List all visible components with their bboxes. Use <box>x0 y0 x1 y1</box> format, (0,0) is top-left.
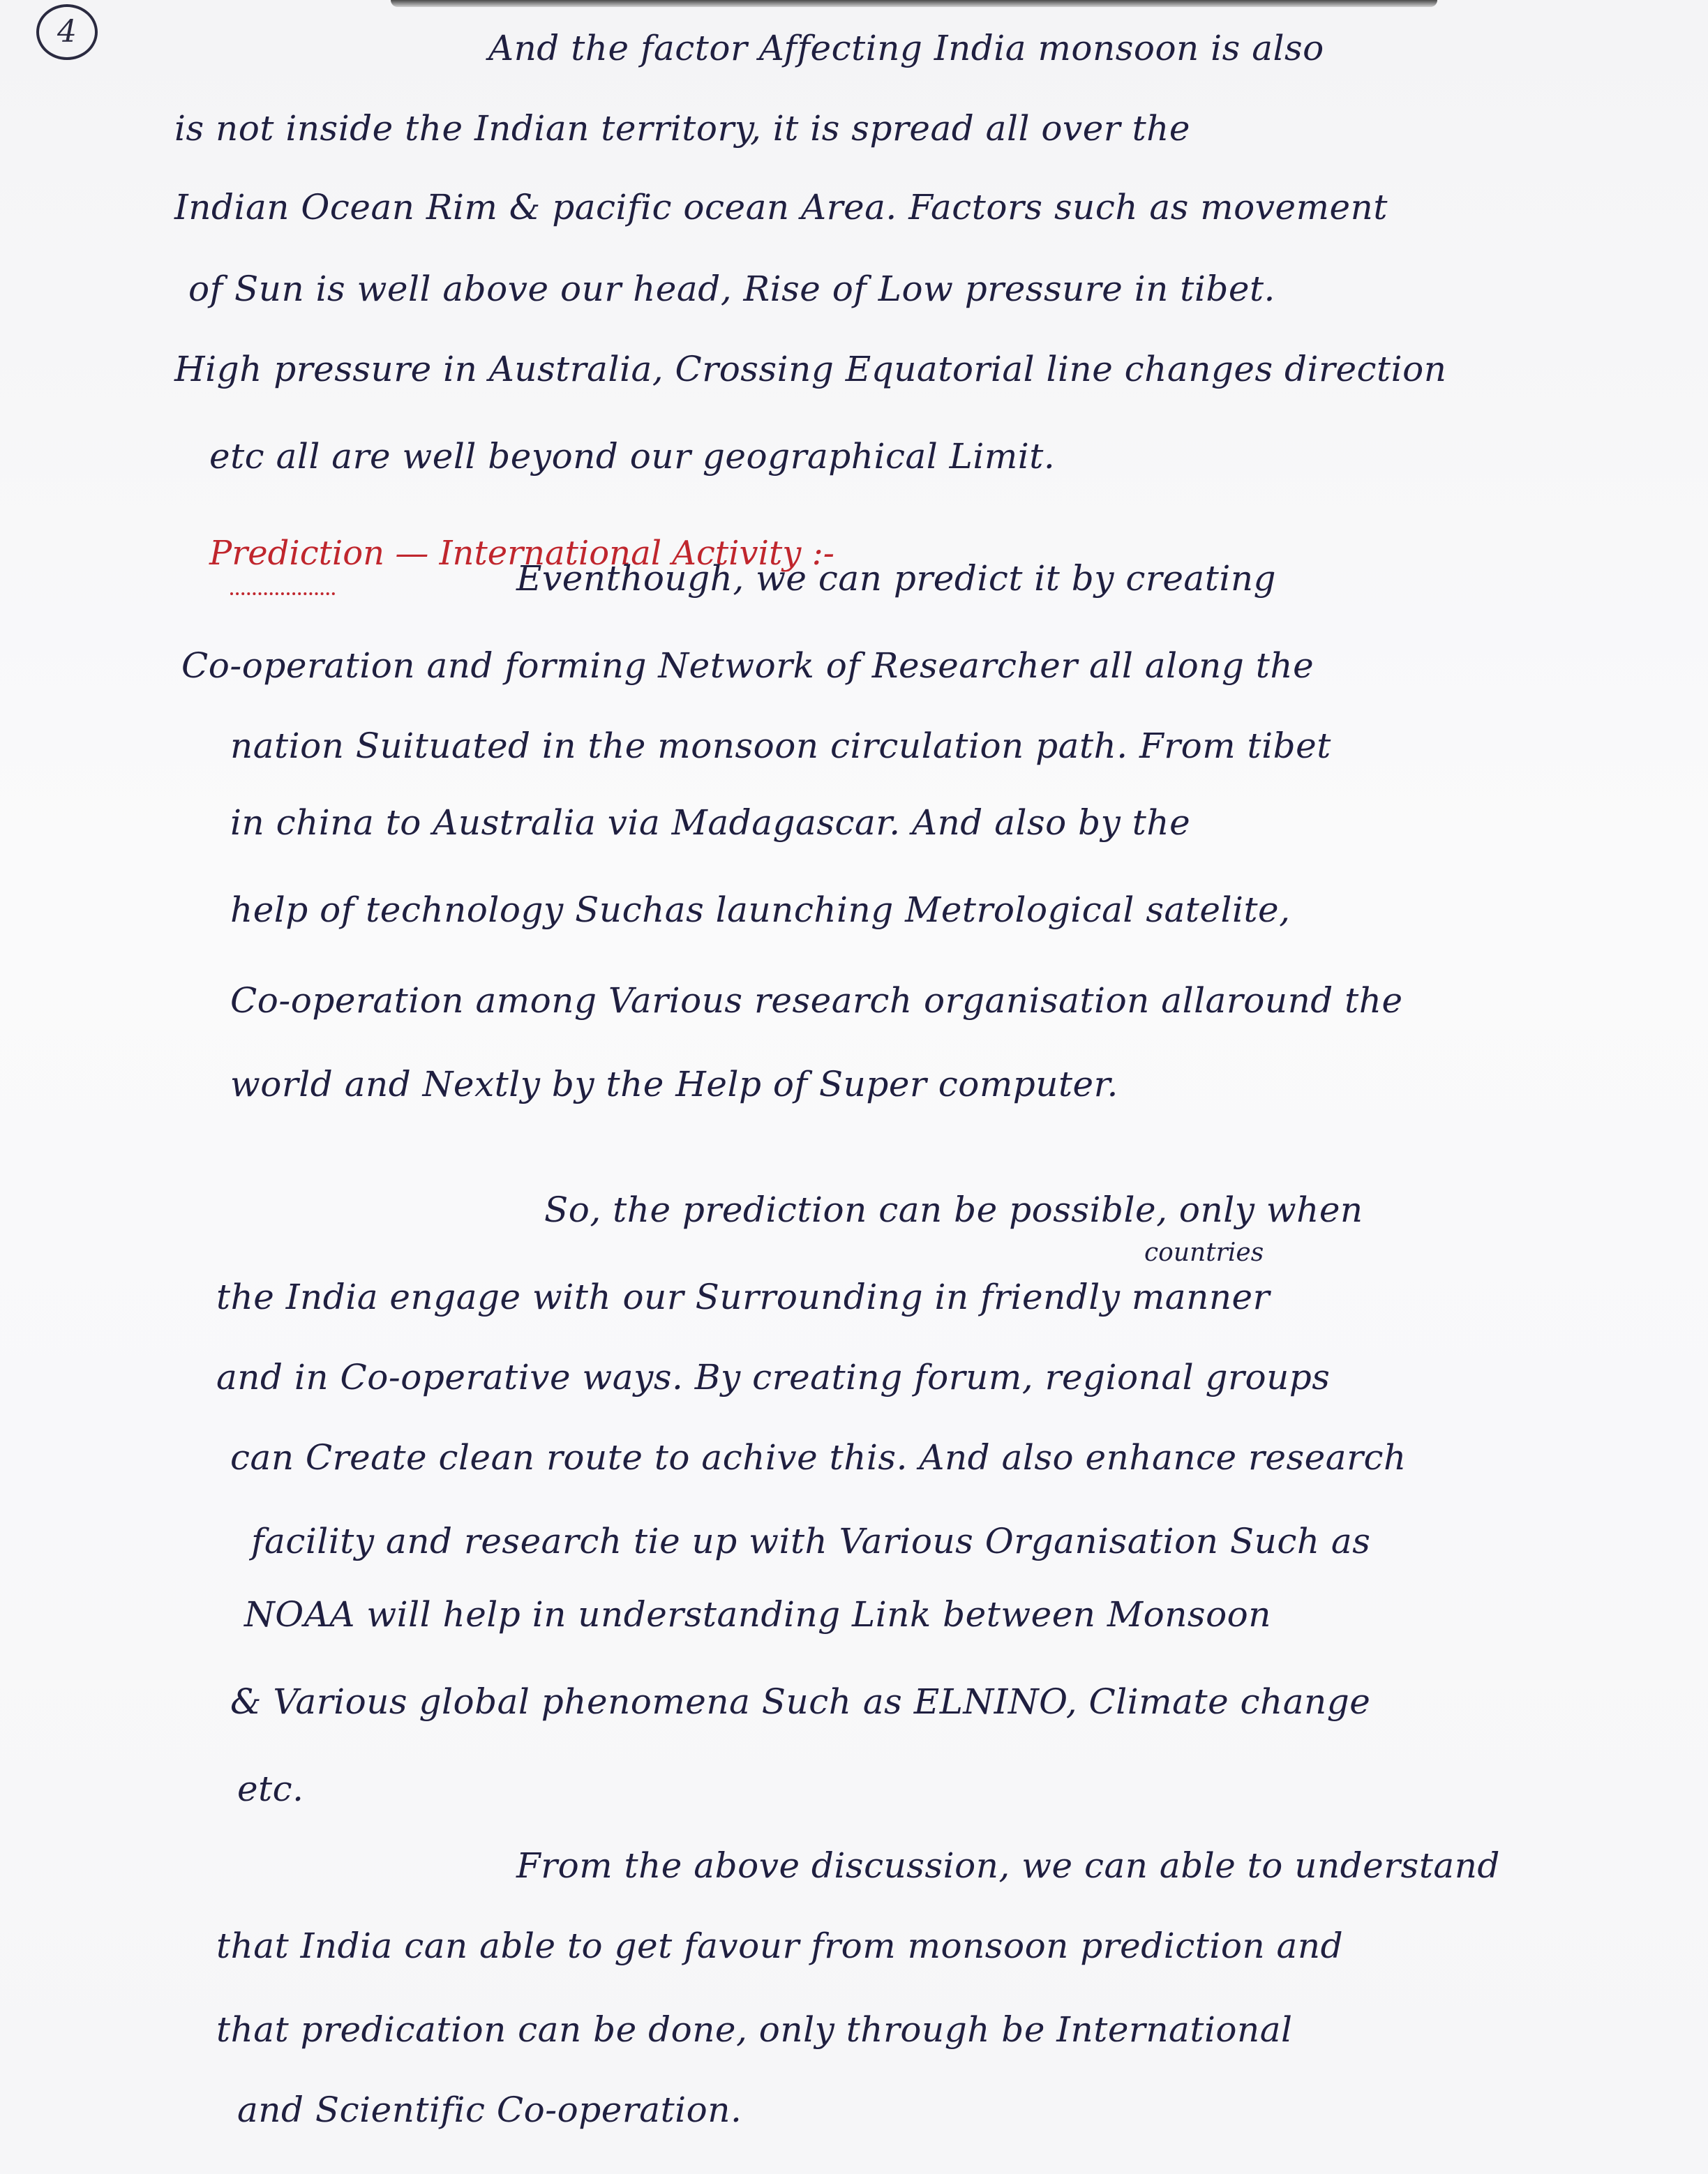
handwritten-line: that predication can be done, only through be International <box>216 2009 1293 2050</box>
handwritten-line: Co-operation among Various research organisation allaround the <box>230 980 1403 1021</box>
handwritten-line: and Scientific Co-operation. <box>237 2090 742 2130</box>
handwritten-line: & Various global phenomena Such as ELNINO, Climate change <box>230 1681 1371 1722</box>
heading-underline <box>230 583 335 595</box>
handwritten-line: that India can able to get favour from monsoon prediction and <box>216 1926 1344 1966</box>
handwritten-line: in china to Australia via Madagascar. And also by the <box>230 802 1191 843</box>
handwritten-line: So, the prediction can be possible, only when <box>544 1190 1363 1230</box>
handwritten-line: nation Suituated in the monsoon circulation path. From tibet <box>230 726 1331 766</box>
handwritten-line: And the factor Affecting India monsoon is also <box>488 28 1324 68</box>
page-top-shadow <box>391 0 1437 7</box>
handwritten-line: etc. <box>237 1769 304 1809</box>
handwritten-line: and in Co-operative ways. By creating forum, regional groups <box>216 1357 1331 1397</box>
handwritten-line: From the above discussion, we can able to understand <box>516 1845 1500 1886</box>
inserted-word: countries <box>1144 1238 1264 1267</box>
handwritten-line: the India engage with our Surrounding in friendly manner <box>216 1277 1271 1317</box>
handwritten-line: etc all are well beyond our geographical Limit. <box>209 436 1056 477</box>
handwritten-line: of Sun is well above our head, Rise of Low pressure in tibet. <box>188 269 1275 309</box>
page-number: 4 <box>36 4 98 60</box>
handwritten-line: is not inside the Indian territory, it is spread all over the <box>174 108 1190 149</box>
handwritten-line: NOAA will help in understanding Link between Monsoon <box>244 1594 1271 1635</box>
section-heading: Prediction — International Activity :- <box>209 534 835 573</box>
handwritten-line: world and Nextly by the Help of Super computer. <box>230 1064 1118 1104</box>
handwritten-line: help of technology Suchas launching Metrological satelite, <box>230 890 1291 930</box>
handwritten-line: High pressure in Australia, Crossing Equatorial line changes direction <box>174 349 1447 389</box>
handwritten-line: Eventhough, we can predict it by creating <box>516 558 1277 599</box>
handwritten-line: Co-operation and forming Network of Researcher all along the <box>181 645 1314 686</box>
handwritten-line: Indian Ocean Rim & pacific ocean Area. Factors such as movement <box>174 187 1388 227</box>
handwritten-line: facility and research tie up with Various Organisation Such as <box>251 1521 1371 1561</box>
handwritten-line: can Create clean route to achive this. And also enhance research <box>230 1437 1407 1478</box>
